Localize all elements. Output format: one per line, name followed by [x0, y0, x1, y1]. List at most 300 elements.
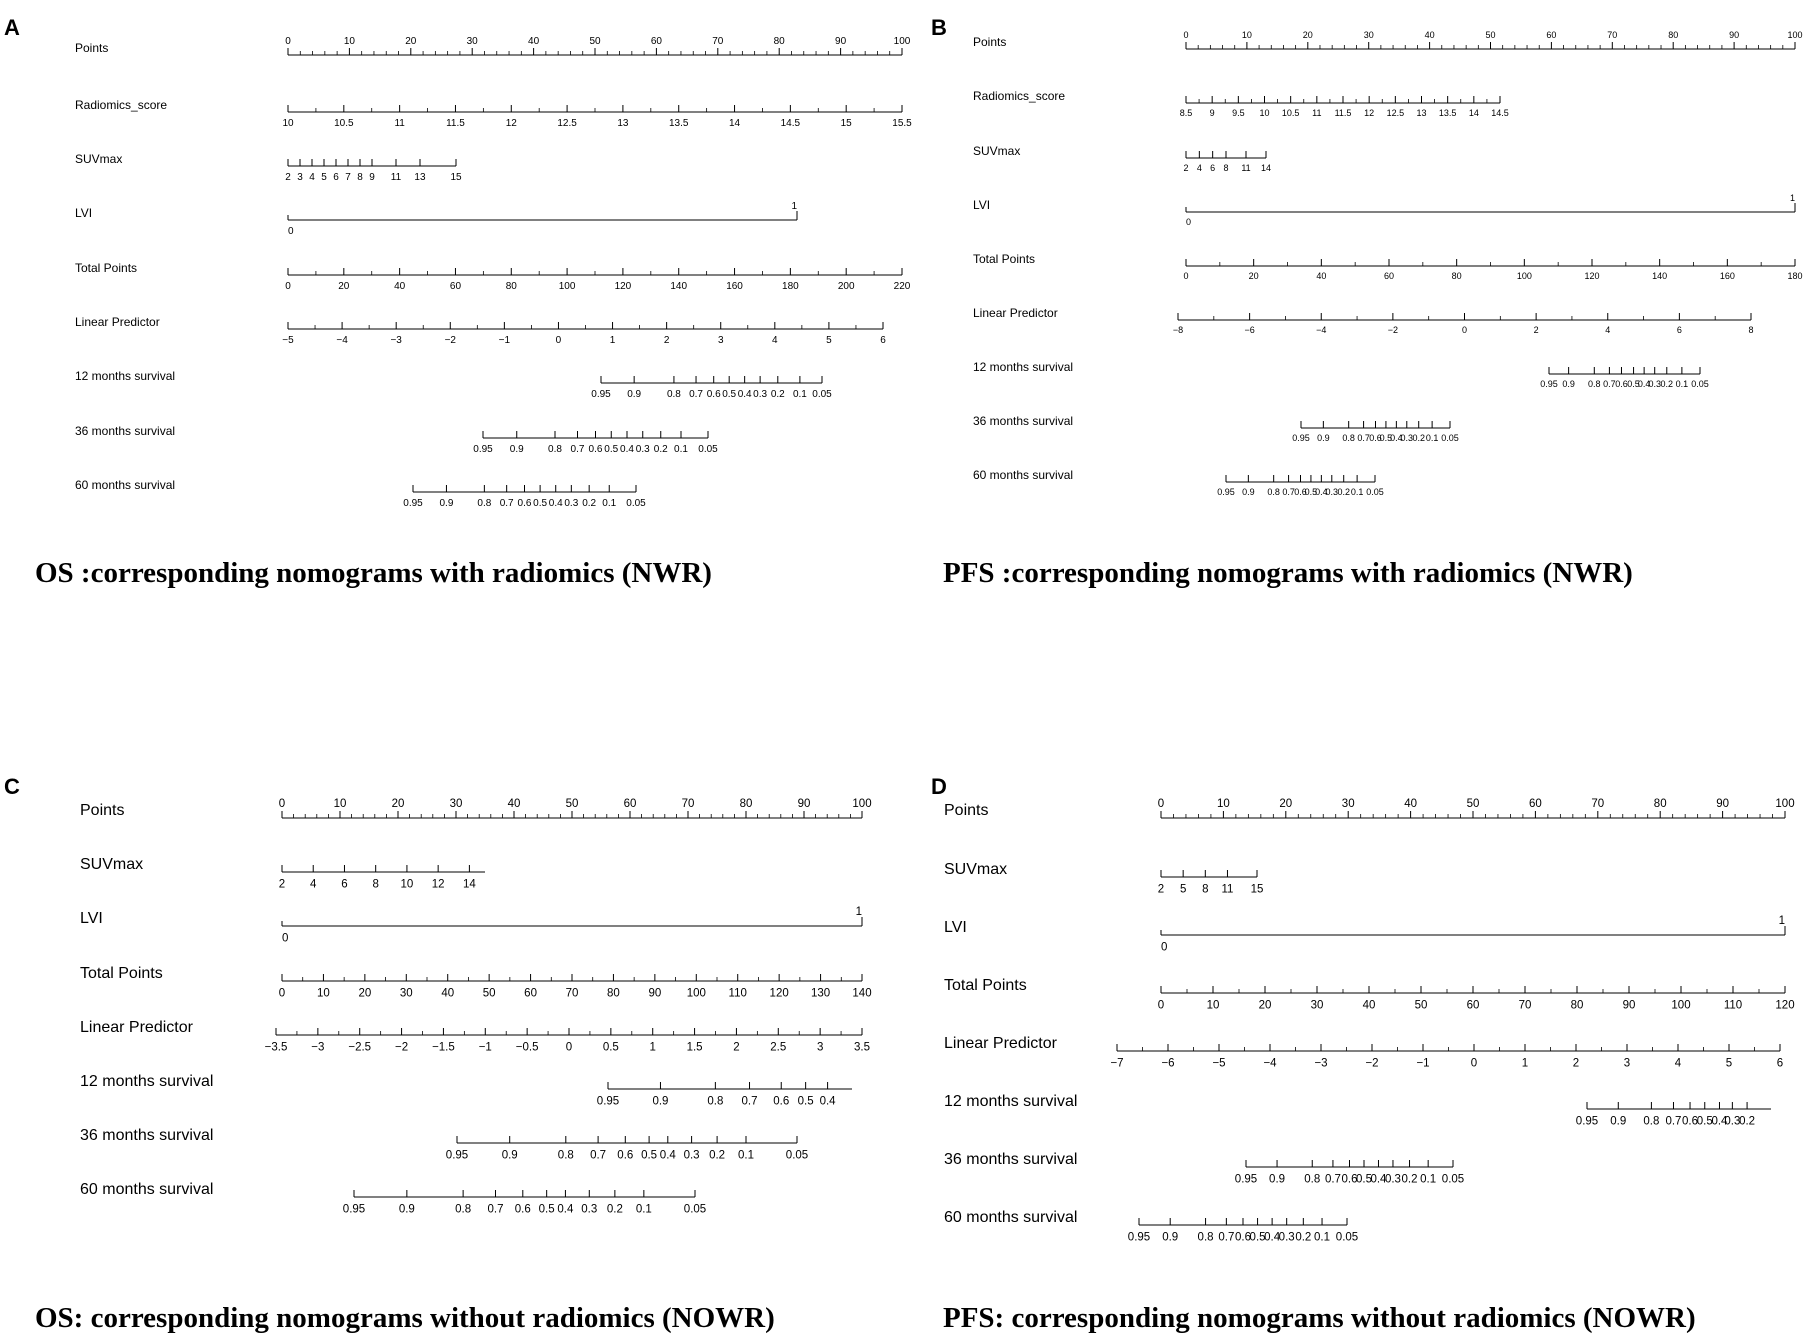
panel-c-total-points-tick-label: 120: [769, 987, 789, 1000]
panel-d-36-months-survival-tick-label: 0.4: [1370, 1173, 1387, 1186]
panel-b-12-months-survival-tick-label: 0.05: [1691, 379, 1709, 389]
panel-d-suvmax-tick-label: 5: [1179, 883, 1187, 896]
panel-b-points-tick-label: 20: [1302, 30, 1313, 40]
panel-c-total-points-tick-label: 40: [441, 987, 455, 1000]
panel-d-total-points-tick-label: 50: [1414, 999, 1428, 1012]
panel-c-points-tick-label: 30: [449, 798, 463, 810]
panel-a-12-months-survival-label: 12 months survival: [75, 369, 176, 383]
panel-c-60-months-survival-tick-label: 0.05: [683, 1203, 707, 1216]
panel-d-total-points-tick-label: 100: [1671, 999, 1691, 1012]
panel-c-12-months-survival-tick-label: 0.95: [596, 1095, 620, 1108]
panel-c-total-points-scale: [80, 965, 872, 1000]
panel-c-36-months-survival-tick-label: 0.4: [659, 1149, 676, 1162]
panel-a-linear-predictor-tick-label: 4: [772, 335, 778, 346]
panel-b-radiomics-score-tick-label: 13: [1416, 108, 1427, 118]
panel-b-total-points-tick-label: 160: [1719, 271, 1735, 281]
panel-b-points-tick-label: 100: [1787, 30, 1803, 40]
panel-d-total-points-tick-label: 40: [1362, 999, 1376, 1012]
panel-d-linear-predictor-tick-label: 2: [1572, 1057, 1580, 1070]
panel-d-36-months-survival-tick-label: 0.1: [1420, 1173, 1437, 1186]
panel-b-linear-predictor-tick-label: 4: [1605, 325, 1611, 335]
panel-b-12-months-survival-tick-label: 0.2: [1660, 379, 1674, 389]
panel-c-linear-predictor-tick-label: −2: [395, 1041, 409, 1054]
panel-d-points-tick-label: 30: [1341, 798, 1355, 810]
panel-c-linear-predictor-tick-label: −1: [478, 1041, 492, 1054]
panel-d-total-points-tick-label: 110: [1723, 999, 1743, 1012]
panel-a-points-tick-label: 20: [405, 36, 417, 47]
panel-c-linear-predictor-tick-label: 1.5: [686, 1041, 703, 1054]
panel-d-36-months-survival-tick-label: 0.6: [1341, 1173, 1358, 1186]
panel-a-total-points-label: Total Points: [75, 261, 138, 275]
panel-a-lvi-tick-label: 1: [791, 201, 797, 212]
panel-b-60-months-survival-tick-label: 0.6: [1294, 487, 1307, 497]
panel-d-lvi-scale: [944, 915, 1785, 954]
panel-d-36-months-survival-label: 36 months survival: [944, 1151, 1078, 1168]
panel-c-36-months-survival-tick-label: 0.8: [557, 1149, 574, 1162]
panel-c-suvmax-tick-label: 6: [341, 878, 348, 891]
panel-a-linear-predictor-tick-label: −1: [498, 335, 511, 346]
panel-d-total-points-label: Total Points: [944, 977, 1027, 994]
panel-a-36-months-survival-tick-label: 0.95: [473, 444, 493, 455]
panel-b-60-months-survival-tick-label: 0.9: [1242, 487, 1255, 497]
panel-a-suvmax-tick-label: 13: [414, 172, 426, 183]
panel-b-linear-predictor-tick-label: 8: [1748, 325, 1754, 335]
panel-b-total-points-tick-label: 140: [1652, 271, 1668, 281]
panel-a-12-months-survival-tick-label: 0.4: [737, 389, 752, 400]
panel-d-points-tick-label: 0: [1157, 798, 1165, 810]
panel-b-60-months-survival-tick-label: 0.7: [1282, 487, 1295, 497]
panel-c-points-tick-label: 90: [797, 798, 811, 810]
panel-a-radiomics-score-tick-label: 13: [617, 118, 629, 129]
panel-a-points-tick-label: 40: [528, 36, 540, 47]
panel-b-suvmax-tick-label: 4: [1196, 163, 1202, 173]
panel-c-total-points-tick-label: 140: [852, 987, 872, 1000]
panel-a-radiomics-score-tick-label: 10.5: [334, 118, 354, 129]
panel-c-60-months-survival-tick-label: 0.2: [606, 1203, 623, 1216]
panel-b-points-tick-label: 60: [1546, 30, 1557, 40]
panel-a-12-months-survival-tick-label: 0.95: [591, 389, 611, 400]
panel-a-linear-predictor-tick-label: −3: [390, 335, 402, 346]
panel-c-total-points-tick-label: 110: [728, 987, 747, 1000]
panel-c-points-tick-label: 40: [507, 798, 521, 810]
panel-b-36-months-survival-tick-label: 0.8: [1342, 433, 1355, 443]
panel-b-60-months-survival-tick-label: 0.8: [1267, 487, 1280, 497]
panel-a-12-months-survival-tick-label: 0.3: [753, 389, 768, 400]
panel-c-linear-predictor-tick-label: 0: [565, 1041, 573, 1054]
panel-d-12-months-survival-tick-label: 0.6: [1682, 1115, 1699, 1128]
panel-a-suvmax-label: SUVmax: [75, 152, 123, 166]
panel-c-60-months-survival-tick-label: 0.4: [557, 1203, 574, 1216]
panel-c-suvmax-label: SUVmax: [80, 856, 144, 873]
panel-d-linear-predictor-tick-label: −6: [1161, 1057, 1175, 1070]
panel-a-points-tick-label: 100: [893, 36, 911, 47]
panel-c-12-months-survival-tick-label: 0.9: [652, 1095, 669, 1108]
panel-b-linear-predictor-scale: [973, 306, 1754, 335]
panel-a-radiomics-score-tick-label: 11: [394, 118, 405, 129]
panel-b-36-months-survival-tick-label: 0.2: [1412, 433, 1425, 443]
panel-c-total-points-tick-label: 0: [278, 987, 286, 1000]
panel-b-linear-predictor-tick-label: −2: [1387, 325, 1399, 335]
panel-a-linear-predictor-tick-label: 3: [717, 335, 724, 346]
panel-d-36-months-survival-scale: [944, 1151, 1464, 1186]
panel-b-60-months-survival-scale: [973, 468, 1384, 497]
panel-a-suvmax-scale: [75, 152, 462, 183]
panel-a-linear-predictor-tick-label: −4: [336, 335, 348, 346]
panel-d-12-months-survival-label: 12 months survival: [944, 1093, 1078, 1110]
panel-d-suvmax-scale: [944, 861, 1263, 896]
panel-b-linear-predictor-tick-label: 0: [1461, 325, 1468, 335]
panel-a-lvi-tick-label: 0: [288, 226, 294, 237]
panel-a-total-points-tick-label: 220: [893, 281, 911, 292]
panel-a-radiomics-score-tick-label: 15: [840, 118, 852, 129]
panel-d-36-months-survival-tick-label: 0.95: [1234, 1173, 1258, 1186]
panel-d-total-points-tick-label: 10: [1206, 999, 1220, 1012]
panel-a-60-months-survival-tick-label: 0.9: [439, 498, 454, 509]
panel-c-points-tick-label: 80: [739, 798, 753, 810]
panel-d-12-months-survival-tick-label: 0.7: [1665, 1115, 1682, 1128]
panel-c-60-months-survival-tick-label: 0.8: [455, 1203, 472, 1216]
panel-b-radiomics-score-tick-label: 12: [1364, 108, 1375, 118]
panel-b-points-tick-label: 50: [1485, 30, 1496, 40]
panel-b-points-tick-label: 40: [1424, 30, 1435, 40]
panel-a-points-tick-label: 50: [589, 36, 601, 47]
panel-b-total-points-tick-label: 180: [1787, 271, 1803, 281]
panel-b-linear-predictor-label: Linear Predictor: [973, 306, 1058, 320]
panel-a-linear-predictor-tick-label: 0: [555, 335, 562, 346]
panel-c-total-points-tick-label: 80: [607, 987, 620, 1000]
panel-c-12-months-survival-tick-label: 0.5: [797, 1095, 814, 1108]
panel-a-60-months-survival-tick-label: 0.8: [477, 498, 492, 509]
panel-d-total-points-tick-label: 70: [1518, 999, 1532, 1012]
panel-c-36-months-survival-tick-label: 0.2: [709, 1149, 726, 1162]
panel-a-points-tick-label: 60: [650, 36, 662, 47]
panel-b-linear-predictor-tick-label: 6: [1676, 325, 1682, 335]
panel-d-total-points-tick-label: 60: [1466, 999, 1480, 1012]
panel-c-12-months-survival-scale: [80, 1073, 852, 1108]
panel-a-radiomics-score-tick-label: 13.5: [668, 118, 689, 129]
panel-b-radiomics-score-tick-label: 12.5: [1386, 108, 1405, 118]
panel-b-total-points-tick-label: 0: [1183, 271, 1189, 281]
panel-d-points-tick-label: 100: [1775, 798, 1795, 810]
panel-a-linear-predictor-scale: [75, 315, 886, 346]
panel-c-points-tick-label: 60: [623, 798, 637, 810]
panel-a-36-months-survival-tick-label: 0.8: [548, 444, 562, 455]
panel-b-linear-predictor-tick-label: −4: [1316, 325, 1327, 335]
panel-b-points-tick-label: 0: [1183, 30, 1189, 40]
panel-b: [931, 15, 1803, 589]
panel-c-36-months-survival-tick-label: 0.3: [683, 1149, 700, 1162]
panel-a-12-months-survival-tick-label: 0.5: [722, 389, 737, 400]
panel-d-linear-predictor-tick-label: 6: [1776, 1057, 1784, 1070]
panel-c-lvi-tick-label: 0: [282, 932, 289, 945]
panel-a-36-months-survival-label: 36 months survival: [75, 424, 176, 438]
panel-a-total-points-tick-label: 140: [670, 281, 688, 292]
panel-a-60-months-survival-tick-label: 0.95: [403, 498, 423, 509]
panel-d-60-months-survival-tick-label: 0.5: [1249, 1231, 1266, 1244]
panel-b-points-tick-label: 30: [1363, 30, 1374, 40]
panel-b-suvmax-tick-label: 11: [1241, 163, 1251, 173]
panel-c-60-months-survival-tick-label: 0.1: [635, 1203, 652, 1216]
panel-b-36-months-survival-tick-label: 0.5: [1379, 433, 1393, 443]
panel-b-60-months-survival-tick-label: 0.1: [1350, 487, 1364, 497]
panel-d-points-tick-label: 20: [1279, 798, 1293, 810]
panel-b-radiomics-score-label: Radiomics_score: [973, 89, 1066, 103]
panel-a-36-months-survival-tick-label: 0.2: [653, 444, 668, 455]
panel-b-total-points-tick-label: 20: [1248, 271, 1259, 281]
panel-a-60-months-survival-tick-label: 0.4: [548, 498, 563, 509]
panel-d-total-points-scale: [944, 977, 1795, 1012]
panel-d-points-label: Points: [944, 802, 989, 819]
panel-d-total-points-tick-label: 30: [1310, 999, 1324, 1012]
panel-b-total-points-tick-label: 100: [1516, 271, 1532, 281]
panel-a-linear-predictor-label: Linear Predictor: [75, 315, 160, 329]
panel-a-radiomics-score-tick-label: 12: [505, 118, 517, 129]
panel-d-points-tick-label: 60: [1529, 798, 1542, 810]
panel-d-lvi-label: LVI: [944, 919, 967, 936]
panel-a-total-points-tick-label: 60: [449, 281, 462, 292]
panel-d-60-months-survival-tick-label: 0.95: [1127, 1231, 1151, 1244]
panel-c-suvmax-tick-label: 2: [278, 878, 286, 891]
panel-c-36-months-survival-label: 36 months survival: [80, 1127, 214, 1144]
panel-c-total-points-tick-label: 50: [482, 987, 496, 1000]
panel-a-total-points-tick-label: 160: [726, 281, 743, 292]
panel-d-linear-predictor-tick-label: −3: [1314, 1057, 1328, 1070]
panel-c-points-label: Points: [80, 802, 125, 819]
panel-a-points-tick-label: 70: [712, 36, 724, 47]
panel-c-36-months-survival-tick-label: 0.05: [785, 1149, 809, 1162]
panel-a-suvmax-tick-label: 6: [333, 172, 339, 183]
panel-a-letter: A: [4, 15, 20, 40]
panel-b-radiomics-score-tick-label: 8.5: [1179, 108, 1193, 118]
panel-b-points-tick-label: 10: [1241, 30, 1252, 40]
panel-a-36-months-survival-tick-label: 0.7: [570, 444, 585, 455]
panel-b-12-months-survival-tick-label: 0.4: [1637, 379, 1651, 389]
panel-c-60-months-survival-tick-label: 0.9: [398, 1203, 415, 1216]
panel-c-linear-predictor-tick-label: 2.5: [770, 1041, 787, 1054]
panel-a-total-points-tick-label: 80: [505, 281, 517, 292]
panel-b-radiomics-score-tick-label: 10: [1259, 108, 1270, 118]
panel-b-12-months-survival-scale: [973, 360, 1709, 389]
panel-b-12-months-survival-tick-label: 0.7: [1603, 379, 1616, 389]
panel-d-linear-predictor-tick-label: −7: [1110, 1057, 1124, 1070]
panel-a-60-months-survival-scale: [75, 478, 646, 509]
panel-b-radiomics-score-scale: [973, 89, 1509, 118]
panel-c-letter: C: [4, 774, 20, 799]
panel-b-radiomics-score-tick-label: 11.5: [1334, 108, 1352, 118]
panel-b-suvmax-tick-label: 8: [1223, 163, 1229, 173]
panel-b-suvmax-tick-label: 2: [1183, 163, 1189, 173]
panel-a-linear-predictor-tick-label: −5: [282, 335, 294, 346]
panel-d-36-months-survival-tick-label: 0.3: [1384, 1173, 1401, 1186]
panel-a-suvmax-tick-label: 4: [309, 172, 315, 183]
panel-a-suvmax-tick-label: 3: [297, 172, 303, 183]
panel-a-points-tick-label: 80: [773, 36, 785, 47]
panel-a-radiomics-score-tick-label: 15.5: [892, 118, 912, 129]
panel-a-points-tick-label: 0: [285, 36, 291, 47]
panel-d-caption: PFS: corresponding nomograms without radiomics (NOWR): [943, 1302, 1696, 1334]
panel-a-suvmax-tick-label: 11: [390, 172, 402, 183]
panel-c-36-months-survival-tick-label: 0.6: [617, 1149, 634, 1162]
panel-b-radiomics-score-tick-label: 14: [1468, 108, 1479, 118]
panel-a-36-months-survival-tick-label: 0.05: [698, 444, 718, 455]
panel-d-60-months-survival-tick-label: 0.4: [1264, 1231, 1281, 1244]
panel-d-points-scale: [944, 798, 1795, 819]
panel-a-suvmax-tick-label: 2: [285, 172, 291, 183]
panel-a-60-months-survival-tick-label: 0.05: [626, 498, 646, 509]
panel-b-radiomics-score-tick-label: 9: [1209, 108, 1215, 118]
panel-b-points-label: Points: [973, 35, 1007, 49]
panel-b-lvi-tick-label: 0: [1186, 217, 1192, 227]
panel-d-linear-predictor-tick-label: 0: [1470, 1057, 1478, 1070]
panel-c-36-months-survival-tick-label: 0.5: [641, 1149, 658, 1162]
panel-a-points-tick-label: 30: [466, 36, 478, 47]
panel-a-60-months-survival-tick-label: 0.3: [564, 498, 579, 509]
panel-a-total-points-tick-label: 120: [614, 281, 632, 292]
panel-c-36-months-survival-tick-label: 0.7: [590, 1149, 607, 1162]
panel-a-radiomics-score-tick-label: 10: [282, 118, 294, 129]
panel-a-60-months-survival-tick-label: 0.1: [602, 498, 617, 509]
panel-a-suvmax-tick-label: 15: [450, 172, 462, 183]
panel-a-total-points-tick-label: 200: [837, 281, 855, 292]
panel-a: [4, 15, 912, 589]
panel-d-suvmax-tick-label: 8: [1202, 883, 1209, 896]
panel-d-60-months-survival-tick-label: 0.05: [1335, 1231, 1359, 1244]
panel-a-36-months-survival-tick-label: 0.9: [509, 444, 524, 455]
panel-a-36-months-survival-tick-label: 0.4: [620, 444, 634, 455]
panel-c-36-months-survival-tick-label: 0.9: [501, 1149, 518, 1162]
panel-c-suvmax-scale: [80, 856, 485, 891]
panel-c-12-months-survival-tick-label: 0.6: [773, 1095, 790, 1108]
panel-d-total-points-tick-label: 20: [1258, 999, 1272, 1012]
panel-b-12-months-survival-tick-label: 0.95: [1540, 379, 1558, 389]
panel-c-linear-predictor-tick-label: −3: [311, 1041, 325, 1054]
panel-a-linear-predictor-tick-label: 6: [880, 335, 886, 346]
panel-a-60-months-survival-label: 60 months survival: [75, 478, 176, 492]
panel-c-36-months-survival-tick-label: 0.95: [445, 1149, 469, 1162]
panel-b-36-months-survival-tick-label: 0.4: [1390, 433, 1403, 443]
panel-a-suvmax-tick-label: 5: [321, 172, 327, 183]
panel-d-12-months-survival-tick-label: 0.5: [1696, 1115, 1713, 1128]
panel-d-suvmax-label: SUVmax: [944, 861, 1008, 878]
panel-a-60-months-survival-tick-label: 0.6: [517, 498, 532, 509]
panel-d-points-tick-label: 10: [1217, 798, 1230, 810]
panel-a-12-months-survival-tick-label: 0.6: [706, 389, 721, 400]
panel-a-total-points-scale: [75, 261, 911, 292]
panel-c-12-months-survival-tick-label: 0.4: [819, 1095, 836, 1108]
panel-d-12-months-survival-tick-label: 0.95: [1575, 1115, 1599, 1128]
panel-a-total-points-tick-label: 20: [338, 281, 350, 292]
panel-b-60-months-survival-tick-label: 0.05: [1366, 487, 1384, 497]
panel-b-12-months-survival-tick-label: 0.9: [1562, 379, 1575, 389]
panel-d-60-months-survival-tick-label: 0.2: [1295, 1231, 1312, 1244]
panel-c-total-points-tick-label: 90: [648, 987, 662, 1000]
panel-c-12-months-survival-label: 12 months survival: [80, 1073, 214, 1090]
panel-a-12-months-survival-tick-label: 0.1: [792, 389, 807, 400]
panel-a-suvmax-tick-label: 7: [345, 172, 351, 183]
panel-c-60-months-survival-tick-label: 0.6: [514, 1203, 531, 1216]
panel-c-total-points-tick-label: 70: [565, 987, 579, 1000]
panel-a-radiomics-score-label: Radiomics_score: [75, 98, 168, 112]
panel-b-60-months-survival-tick-label: 0.2: [1337, 487, 1350, 497]
panel-a-linear-predictor-tick-label: 2: [663, 335, 670, 346]
panel-d-linear-predictor-tick-label: −1: [1416, 1057, 1430, 1070]
panel-b-points-tick-label: 90: [1729, 30, 1740, 40]
panel-a-total-points-tick-label: 40: [394, 281, 406, 292]
panel-d-60-months-survival-tick-label: 0.8: [1197, 1231, 1214, 1244]
panel-b-linear-predictor-tick-label: −8: [1172, 325, 1184, 335]
panel-d-12-months-survival-tick-label: 0.9: [1610, 1115, 1627, 1128]
panel-c-total-points-tick-label: 10: [317, 987, 330, 1000]
panel-c-total-points-tick-label: 130: [810, 987, 831, 1000]
panel-c-60-months-survival-tick-label: 0.95: [342, 1203, 366, 1216]
panel-d-linear-predictor-tick-label: 4: [1674, 1057, 1682, 1070]
panel-c-lvi-tick-label: 1: [855, 906, 862, 918]
panel-b-total-points-label: Total Points: [973, 252, 1036, 266]
panel-b-suvmax-tick-label: 14: [1260, 163, 1272, 173]
panel-d-60-months-survival-tick-label: 0.1: [1314, 1231, 1331, 1244]
panel-a-radiomics-score-tick-label: 14: [728, 118, 741, 129]
panel-d-60-months-survival-tick-label: 0.3: [1278, 1231, 1295, 1244]
panel-a-36-months-survival-tick-label: 0.6: [588, 444, 603, 455]
panel-b-total-points-tick-label: 80: [1451, 271, 1462, 281]
panel-d-12-months-survival-tick-label: 0.8: [1643, 1115, 1660, 1128]
panel-b-linear-predictor-tick-label: 2: [1533, 325, 1539, 335]
panel-d-36-months-survival-tick-label: 0.9: [1269, 1173, 1286, 1186]
panel-a-radiomics-score-tick-label: 14.5: [780, 118, 801, 129]
panel-a-12-months-survival-tick-label: 0.9: [627, 389, 642, 400]
panel-b-60-months-survival-tick-label: 0.5: [1304, 487, 1318, 497]
panel-a-lvi-label: LVI: [75, 206, 93, 220]
panel-c-points-tick-label: 50: [565, 798, 579, 810]
panel-b-caption: PFS :corresponding nomograms with radiomics (NWR): [943, 557, 1633, 589]
panel-d-total-points-tick-label: 90: [1622, 999, 1636, 1012]
panel-b-36-months-survival-tick-label: 0.6: [1369, 433, 1382, 443]
panel-a-60-months-survival-tick-label: 0.5: [533, 498, 548, 509]
panel-b-36-months-survival-scale: [973, 414, 1459, 443]
panel-d-linear-predictor-label: Linear Predictor: [944, 1035, 1057, 1052]
panel-c-total-points-label: Total Points: [80, 965, 163, 982]
panel-d-lvi-tick-label: 0: [1161, 941, 1168, 954]
panel-b-12-months-survival-tick-label: 0.6: [1615, 379, 1628, 389]
panel-c-linear-predictor-scale: [80, 1019, 870, 1054]
panel-c-60-months-survival-tick-label: 0.3: [581, 1203, 598, 1216]
panel-c-total-points-tick-label: 30: [399, 987, 413, 1000]
panel-b-radiomics-score-tick-label: 11: [1312, 108, 1322, 118]
panel-a-60-months-survival-tick-label: 0.2: [582, 498, 597, 509]
panel-a-36-months-survival-scale: [75, 424, 718, 455]
panel-c-lvi-scale: [80, 906, 862, 945]
panel-c-linear-predictor-tick-label: −2.5: [348, 1041, 372, 1054]
panel-d-total-points-tick-label: 120: [1775, 999, 1795, 1012]
panel-d-60-months-survival-tick-label: 0.9: [1162, 1231, 1179, 1244]
panel-c-suvmax-tick-label: 14: [462, 878, 476, 891]
panel-b-12-months-survival-tick-label: 0.1: [1675, 379, 1689, 389]
panel-b-total-points-scale: [973, 252, 1803, 281]
panel-b-60-months-survival-tick-label: 0.3: [1325, 487, 1339, 497]
panel-d-12-months-survival-tick-label: 0.3: [1724, 1115, 1741, 1128]
panel-c-lvi-label: LVI: [80, 910, 103, 927]
panel-c-caption: OS: corresponding nomograms without radiomics (NOWR): [35, 1302, 775, 1334]
panel-d-points-tick-label: 50: [1466, 798, 1480, 810]
panel-c-suvmax-tick-label: 4: [310, 878, 317, 891]
panel-a-suvmax-tick-label: 8: [357, 172, 363, 183]
panel-d-linear-predictor-tick-label: 3: [1623, 1057, 1631, 1070]
panel-c-60-months-survival-label: 60 months survival: [80, 1181, 214, 1198]
panel-a-36-months-survival-tick-label: 0.3: [635, 444, 650, 455]
panel-b-suvmax-label: SUVmax: [973, 144, 1021, 158]
panel-b-letter: B: [931, 15, 947, 40]
panel-d-points-tick-label: 70: [1591, 798, 1605, 810]
